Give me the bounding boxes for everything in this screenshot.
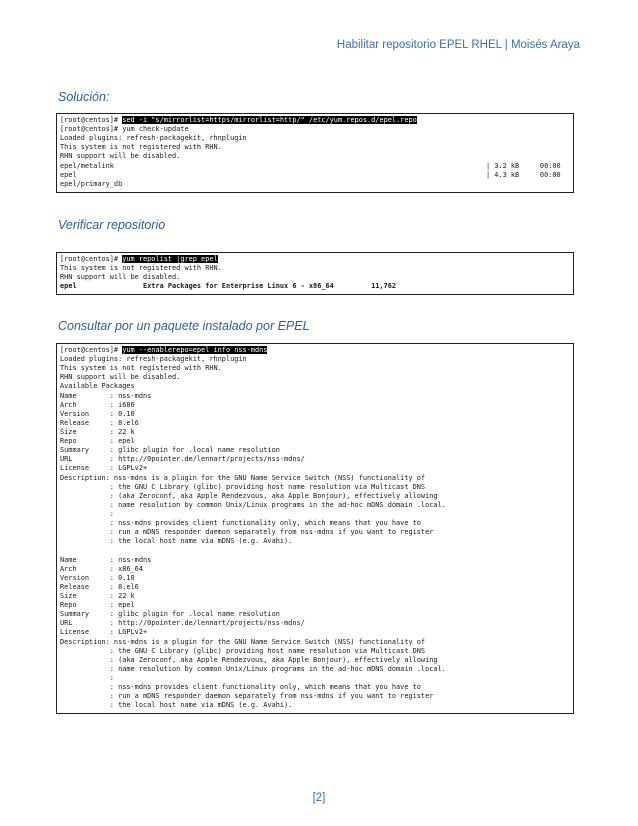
code-block-solucion [56, 113, 574, 193]
highlighted-command: yum repolist |grep epel [122, 255, 218, 263]
output-line: Release : 8.el6 [60, 582, 139, 591]
repo-name: epel [60, 170, 77, 179]
command-line [60, 116, 573, 125]
shell-prompt: [root@centos]# [60, 255, 123, 263]
output-line: License : LGPLv2+ [60, 628, 148, 637]
output-line: Summary : glibc plugin for .local name resolution [60, 446, 280, 455]
output-line: : (aka Zeroconf, aka Apple Rendezvous, aka Apple Bonjour), effectively allowing [60, 655, 438, 664]
repo-size-time: | 3.2 kB 00:00 [486, 161, 561, 170]
shell-prompt: [root@centos]# [60, 116, 123, 124]
output-line: Loaded plugins: refresh-packagekit, rhnplugin [60, 134, 247, 143]
output-line: Arch : x86_64 [60, 564, 143, 573]
package-info-output [60, 355, 573, 710]
repo-row [60, 162, 573, 171]
command-line [60, 255, 573, 264]
output-line: : the local host name via mDNS (e.g. Avahi). [60, 701, 293, 710]
output-line: Available Packages [60, 382, 135, 391]
section-title-solucion: Solución: [58, 90, 110, 104]
output-line: Version : 0.10 [60, 409, 135, 418]
output-line [60, 546, 573, 555]
output-line: RHN support will be disabled. [60, 273, 181, 282]
output-line: Description: nss-mdns is a plugin for the GNU Name Service Switch (NSS) functionality of [60, 637, 426, 646]
output-line: : run a mDNS responder daemon separately from nss-mdns if you want to register [60, 528, 434, 537]
output-line: : nss-mdns provides client functionality only, which means that you have to [60, 519, 421, 528]
section-title-consultar: Consultar por un paquete instalado por EPEL [58, 319, 310, 333]
output-line: : the GNU C Library (glibc) providing host name resolution via Multicast DNS [60, 482, 426, 491]
output-line: RHN support will be disabled. [60, 373, 181, 382]
repo-name: epel/metalink [60, 161, 114, 170]
repo-name: epel/primary_db [60, 179, 123, 188]
command-line [60, 346, 573, 355]
output-line: Release : 8.el6 [60, 418, 139, 427]
highlighted-command: sed -i "s/mirrorlist=https/mirrorlist=http/" /etc/yum.repos.d/epel.repo [122, 116, 417, 124]
code-block-consultar [56, 343, 574, 714]
page-number: [2] [312, 792, 326, 804]
output-line: Summary : glibc plugin for .local name resolution [60, 610, 280, 619]
repo-row [60, 180, 573, 189]
output-line: : [60, 509, 114, 518]
output-line: URL : http://0pointer.de/lennart/projects/nss-mdns/ [60, 619, 305, 628]
output-line: Size : 22 k [60, 427, 135, 436]
output-line: Repo : epel [60, 437, 135, 446]
output-line: Name : nss-mdns [60, 391, 152, 400]
output-line: : nss-mdns provides client functionality only, which means that you have to [60, 683, 421, 692]
output-line: : (aka Zeroconf, aka Apple Rendezvous, aka Apple Bonjour), effectively allowing [60, 491, 438, 500]
output-line: Loaded plugins: refresh-packagekit, rhnplugin [60, 355, 247, 364]
output-line: This system is not registered with RHN. [60, 364, 222, 373]
repo-size-time: | 4.3 kB 00:00 [486, 170, 561, 179]
output-line: Version : 0.10 [60, 573, 135, 582]
section-title-verificar: Verificar repositorio [58, 218, 166, 232]
output-line: License : LGPLv2+ [60, 464, 148, 473]
output-line: Repo : epel [60, 601, 135, 610]
output-line: [root@centos]# yum check-update [60, 125, 189, 134]
shell-prompt: [root@centos]# [60, 346, 123, 354]
output-line: : the GNU C Library (glibc) providing host name resolution via Multicast DNS [60, 646, 426, 655]
output-line: URL : http://0pointer.de/lennart/projects/nss-mdns/ [60, 455, 305, 464]
highlighted-command: yum --enablerepo=epel info nss-mdns [122, 346, 268, 354]
output-line: : name resolution by common Unix/Linux programs in the ad-hoc mDNS domain .local. [60, 664, 446, 673]
code-block-verificar [56, 252, 574, 295]
repolist-result-line: epel Extra Packages for Enterprise Linux 6 - x86_64 11,762 [60, 282, 397, 291]
output-line: Name : nss-mdns [60, 555, 152, 564]
output-line: RHN support will be disabled. [60, 152, 181, 161]
repo-row [60, 171, 573, 180]
output-line: This system is not registered with RHN. [60, 143, 222, 152]
page-header: Habilitar repositorio EPEL RHEL | Moisés Araya [336, 39, 580, 51]
output-line: Size : 22 k [60, 591, 135, 600]
output-line: Description: nss-mdns is a plugin for the GNU Name Service Switch (NSS) functionality of [60, 473, 426, 482]
output-line: : the local host name via mDNS (e.g. Avahi). [60, 537, 293, 546]
output-line: : [60, 673, 114, 682]
output-line: : run a mDNS responder daemon separately from nss-mdns if you want to register [60, 692, 434, 701]
output-line: : name resolution by common Unix/Linux programs in the ad-hoc mDNS domain .local. [60, 500, 446, 509]
output-line: Arch : i686 [60, 400, 135, 409]
output-line: This system is not registered with RHN. [60, 264, 222, 273]
